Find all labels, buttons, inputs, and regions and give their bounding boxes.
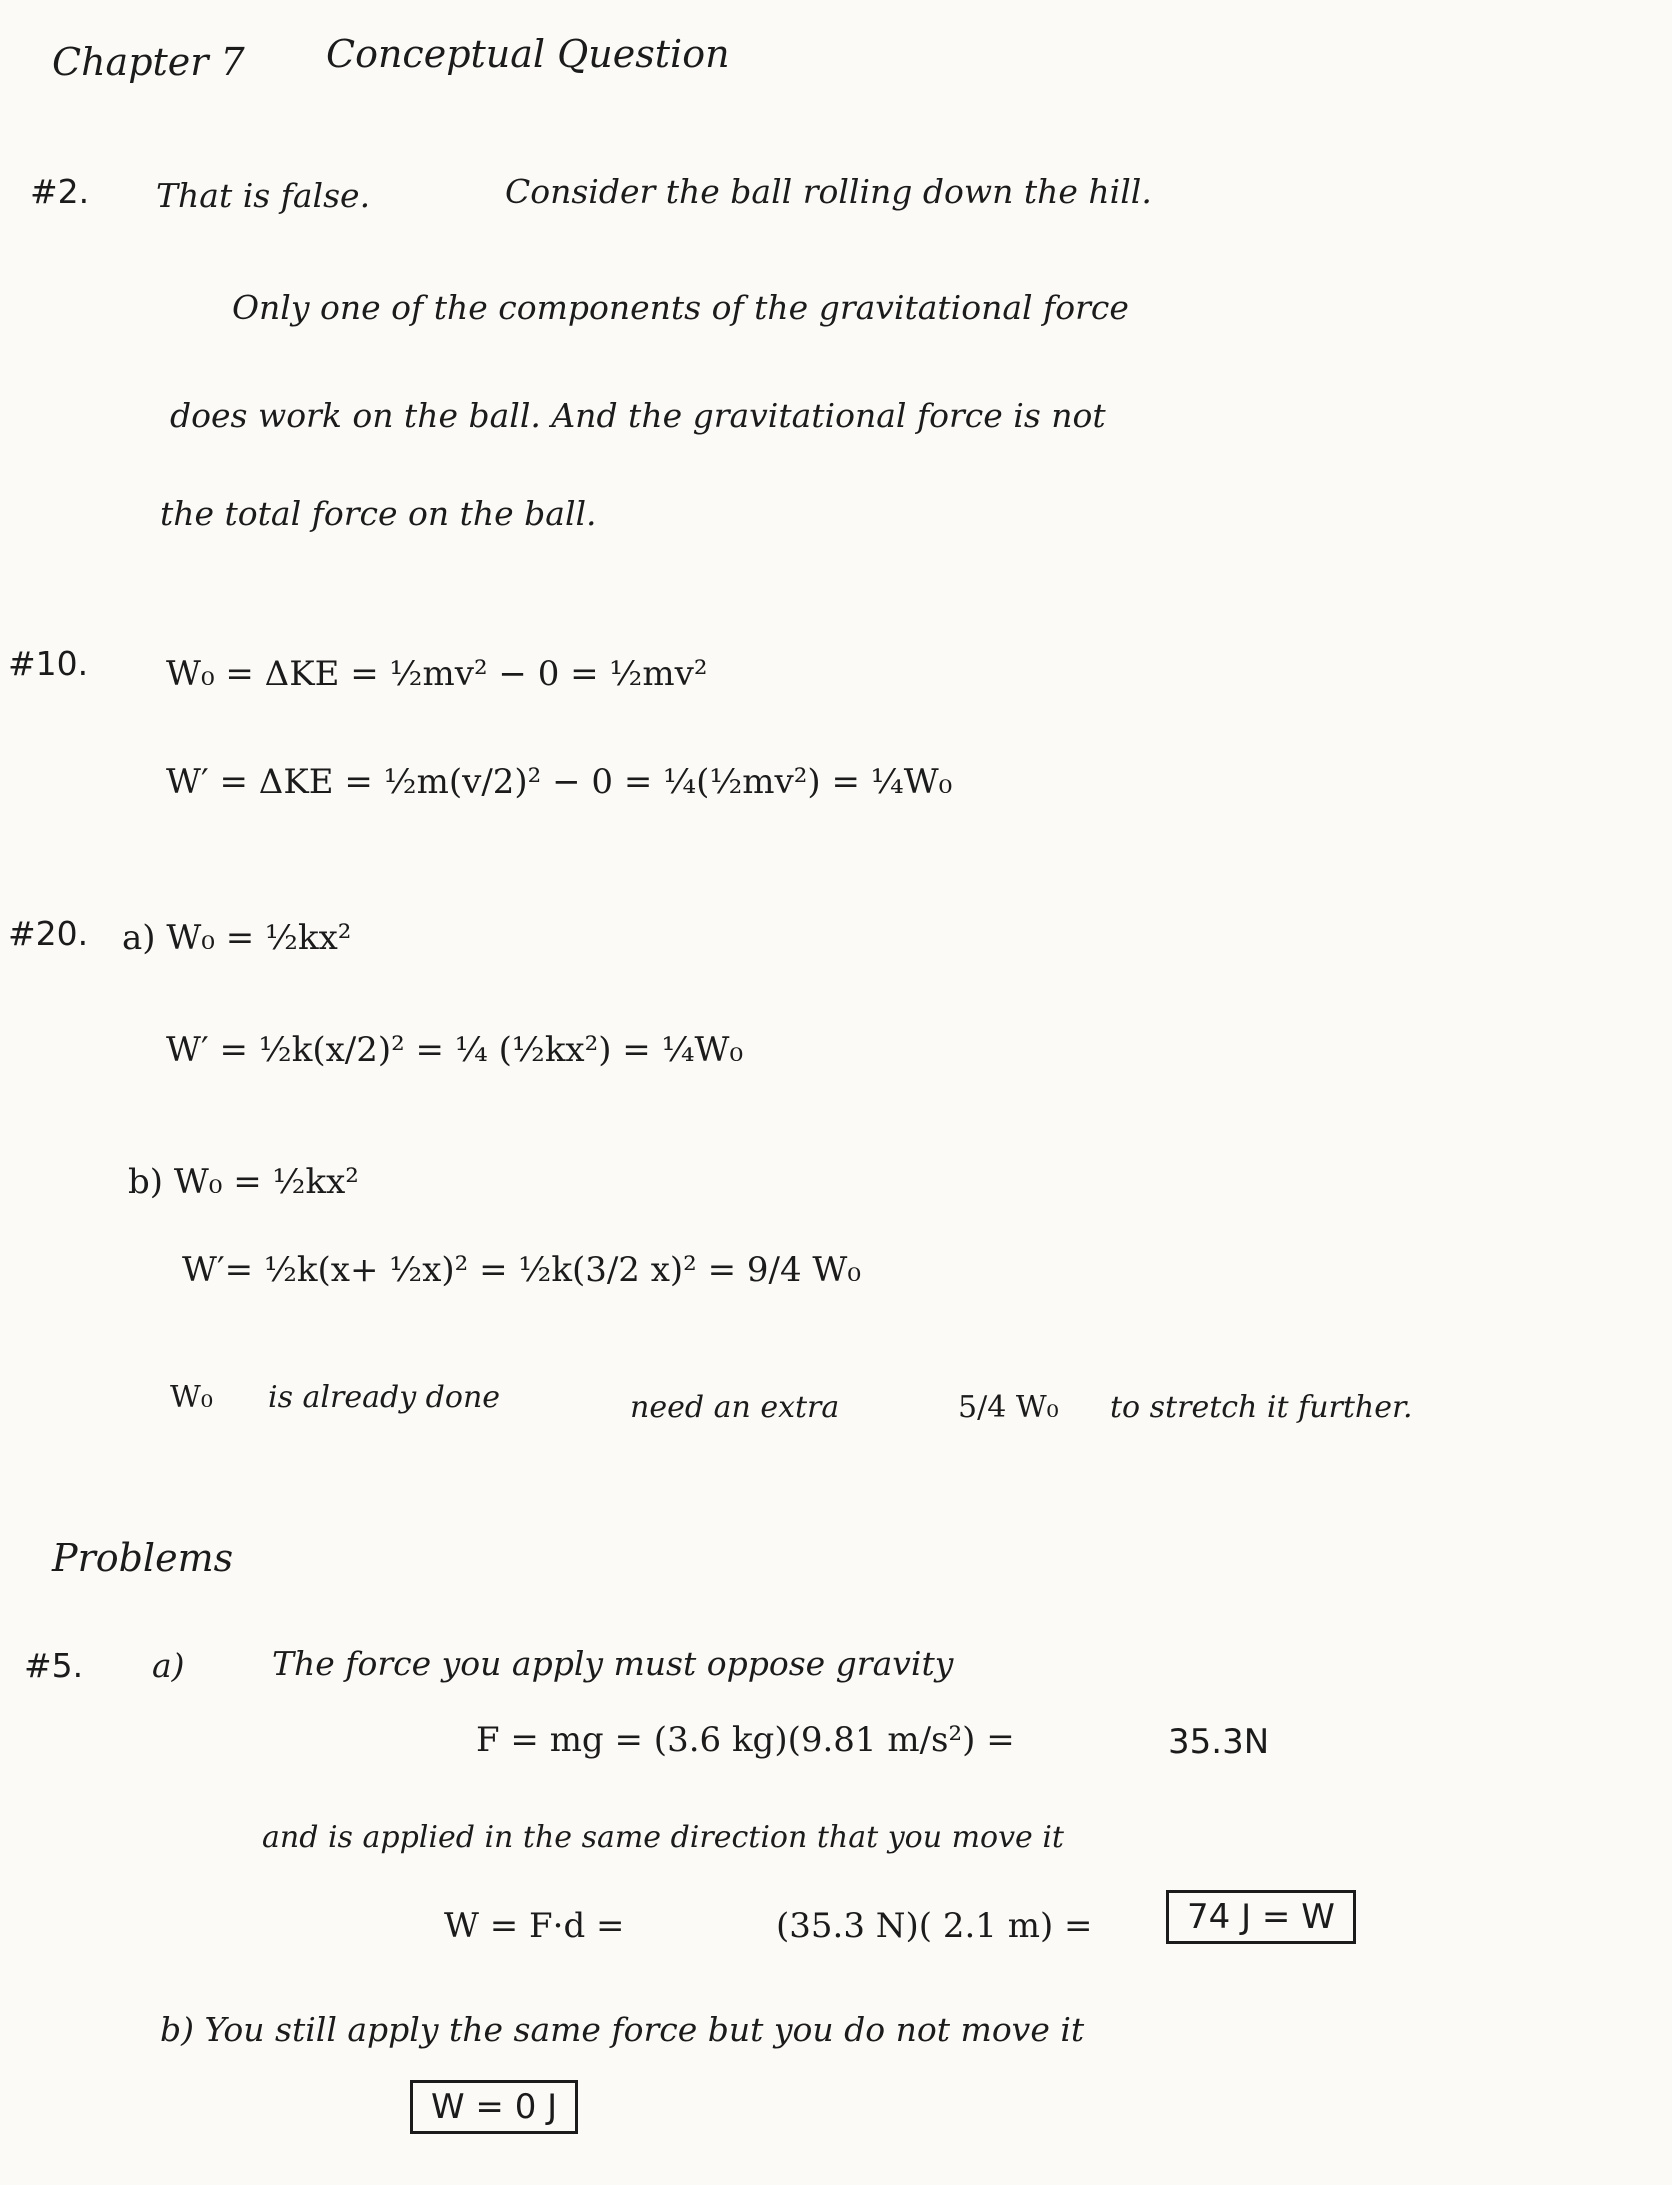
q10-equation-2: W′ = ΔKE = ½m(v/2)² − 0 = ¼(½mv²) = ¼W₀ bbox=[166, 762, 953, 802]
q2-line1a: That is false. bbox=[156, 176, 371, 215]
q20-b3-need-extra: need an extra bbox=[630, 1390, 840, 1425]
q2-line1b: Consider the ball rolling down the hill. bbox=[505, 172, 1152, 211]
question-2-number: #2. bbox=[30, 172, 90, 211]
q20-b3-already-done: is already done bbox=[268, 1380, 501, 1415]
q20-b3-w0: W₀ bbox=[170, 1380, 213, 1415]
p5-a-line1: The force you apply must oppose gravity bbox=[272, 1644, 954, 1683]
p5-b-line1: b) You still apply the same force but you do not move it bbox=[160, 2010, 1085, 2049]
p5-a-force-result: 35.3N bbox=[1168, 1722, 1270, 1762]
p5-b-answer-box: W = 0 J bbox=[410, 2080, 578, 2134]
q20-b-equation-2: W′= ½k(x+ ½x)² = ½k(3/2 x)² = 9/4 W₀ bbox=[182, 1250, 862, 1290]
p5-a-label: a) bbox=[152, 1646, 185, 1685]
p5-a-work-answer-box: 74 J = W bbox=[1166, 1890, 1356, 1944]
q20-a-equation-2: W′ = ½k(x/2)² = ¼ (½kx²) = ¼W₀ bbox=[166, 1030, 744, 1070]
question-20-number: #20. bbox=[8, 914, 89, 953]
p5-a-line3: and is applied in the same direction that you move it bbox=[262, 1820, 1064, 1855]
q20-b-equation-1: b) W₀ = ½kx² bbox=[128, 1162, 359, 1202]
q2-line4: the total force on the ball. bbox=[160, 494, 597, 533]
problem-5-number: #5. bbox=[24, 1646, 84, 1685]
q20-b3-fraction: 5/4 W₀ bbox=[958, 1390, 1059, 1425]
q20-b3-stretch: to stretch it further. bbox=[1110, 1390, 1413, 1425]
p5-a-equation-force: F = mg = (3.6 kg)(9.81 m/s²) = bbox=[476, 1720, 1015, 1760]
question-10-number: #10. bbox=[8, 644, 89, 683]
problems-heading: Problems bbox=[52, 1536, 234, 1580]
q10-equation-1: W₀ = ΔKE = ½mv² − 0 = ½mv² bbox=[166, 654, 708, 694]
p5-a-work-formula: W = F·d = bbox=[444, 1906, 625, 1946]
p5-a-work-values: (35.3 N)( 2.1 m) = bbox=[776, 1906, 1093, 1946]
q2-line3: does work on the ball. And the gravitational force is not bbox=[170, 396, 1106, 435]
q20-a-equation-1: a) W₀ = ½kx² bbox=[122, 918, 352, 958]
q2-line2: Only one of the components of the gravitational force bbox=[232, 288, 1129, 327]
section-title: Conceptual Question bbox=[326, 32, 730, 76]
chapter-title: Chapter 7 bbox=[52, 40, 245, 84]
